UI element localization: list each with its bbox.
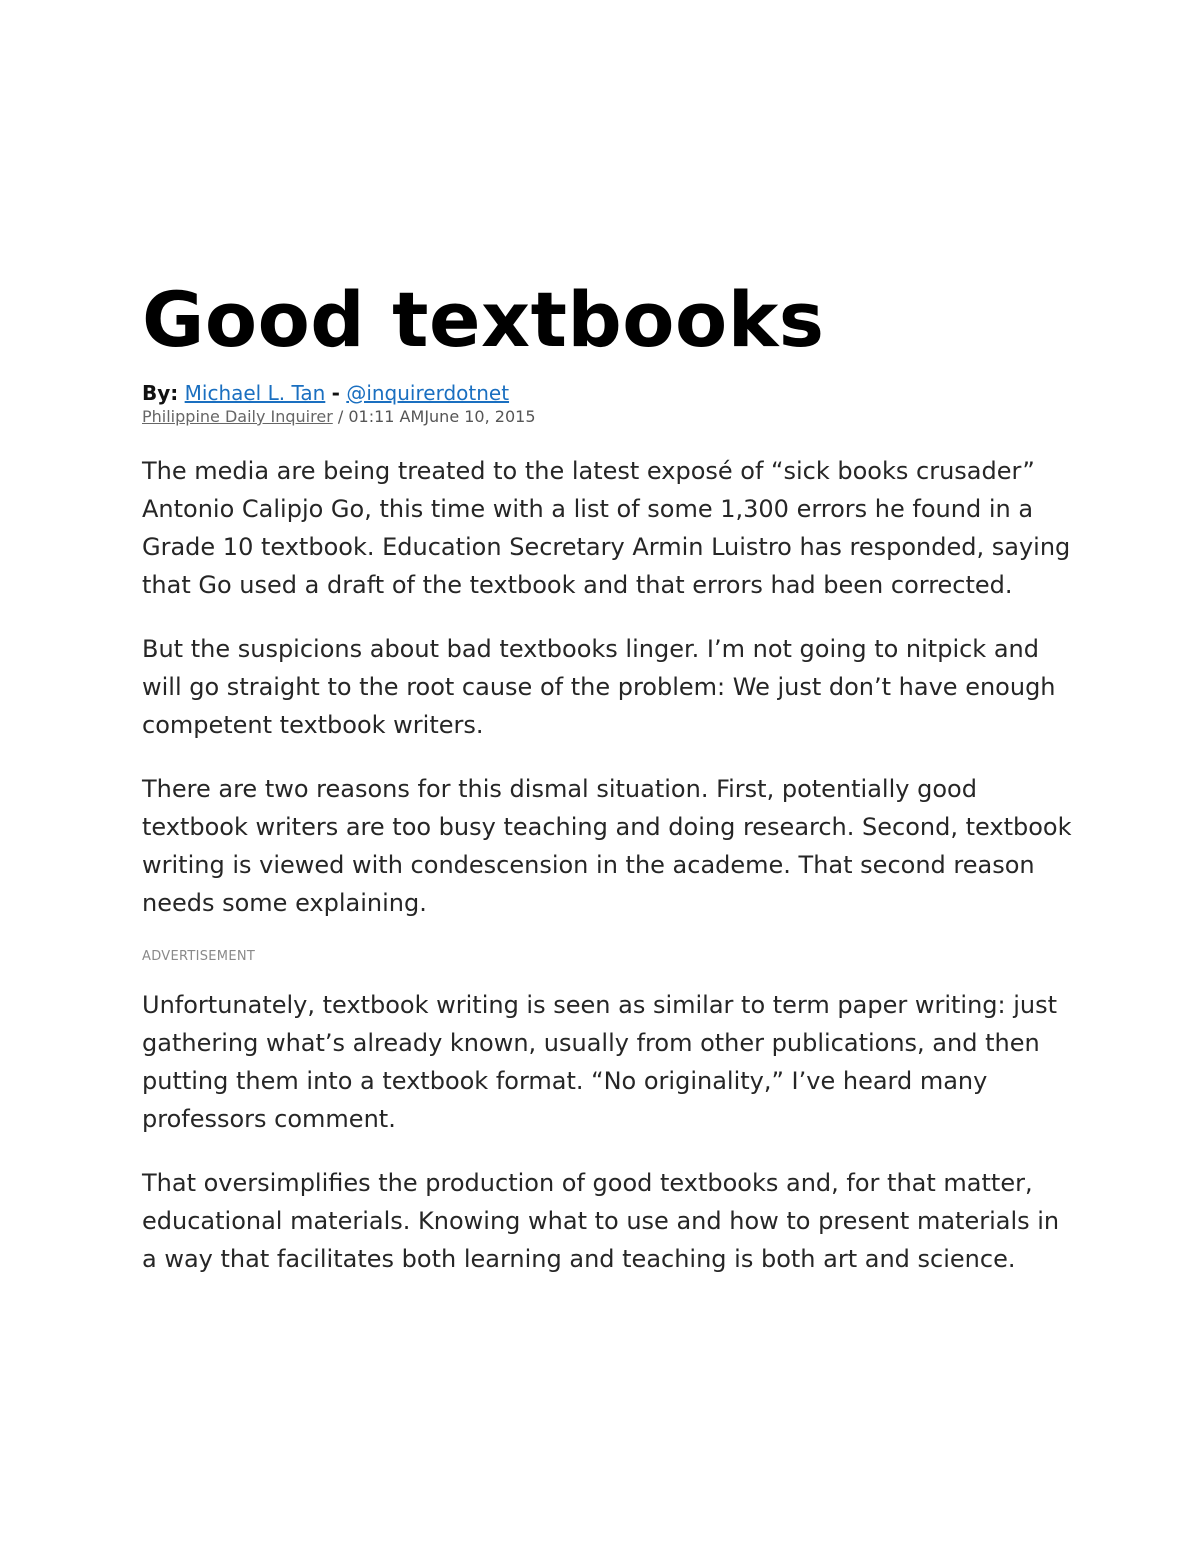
twitter-handle-link[interactable]: @inquirerdotnet [346, 381, 510, 405]
article-paragraph: Unfortunately, textbook writing is seen as similar to term paper writing: just gathering what’s already known, usually from other publications, and then putting them into a textbook format. “No originality,” I’ve heard many professors comment. [142, 991, 1058, 1133]
byline-separator: - [331, 381, 340, 405]
article-title: Good textbooks [142, 275, 825, 364]
meta-slash: / [337, 407, 344, 426]
publish-time: 01:11 AM [348, 407, 425, 426]
article-paragraph: The media are being treated to the latest exposé of “sick books crusader” Antonio Calipjo Go, this time with a list of some 1,300 errors he found in a Grade 10 textbook. Education Secretary Armin Luistro has responded, saying that Go used a draft of the textbook and that errors had been corrected. [142, 457, 1071, 599]
publish-date: June 10, 2015 [424, 407, 536, 426]
advertisement-label: ADVERTISEMENT [142, 949, 256, 964]
article-meta [142, 406, 1072, 428]
article-paragraph: But the suspicions about bad textbooks linger. I’m not going to nitpick and will go straight to the root cause of the problem: We just don’t have enough competent textbook writers. [142, 635, 1056, 739]
byline [142, 380, 1072, 406]
article-paragraph: There are two reasons for this dismal situation. First, potentially good textbook writers are too busy teaching and doing research. Second, textbook writing is viewed with condescension in the academe. That second reason needs some explaining. [142, 775, 1072, 917]
publication-link[interactable]: Philippine Daily Inquirer [142, 407, 333, 426]
article-paragraph: That oversimplifies the production of good textbooks and, for that matter, educational materials. Knowing what to use and how to present materials in a way that facilitates both learning and teaching is both art and science. [142, 1169, 1060, 1273]
article [142, 276, 1072, 1304]
author-link[interactable]: Michael L. Tan [184, 381, 326, 405]
byline-label: By: [142, 381, 179, 405]
